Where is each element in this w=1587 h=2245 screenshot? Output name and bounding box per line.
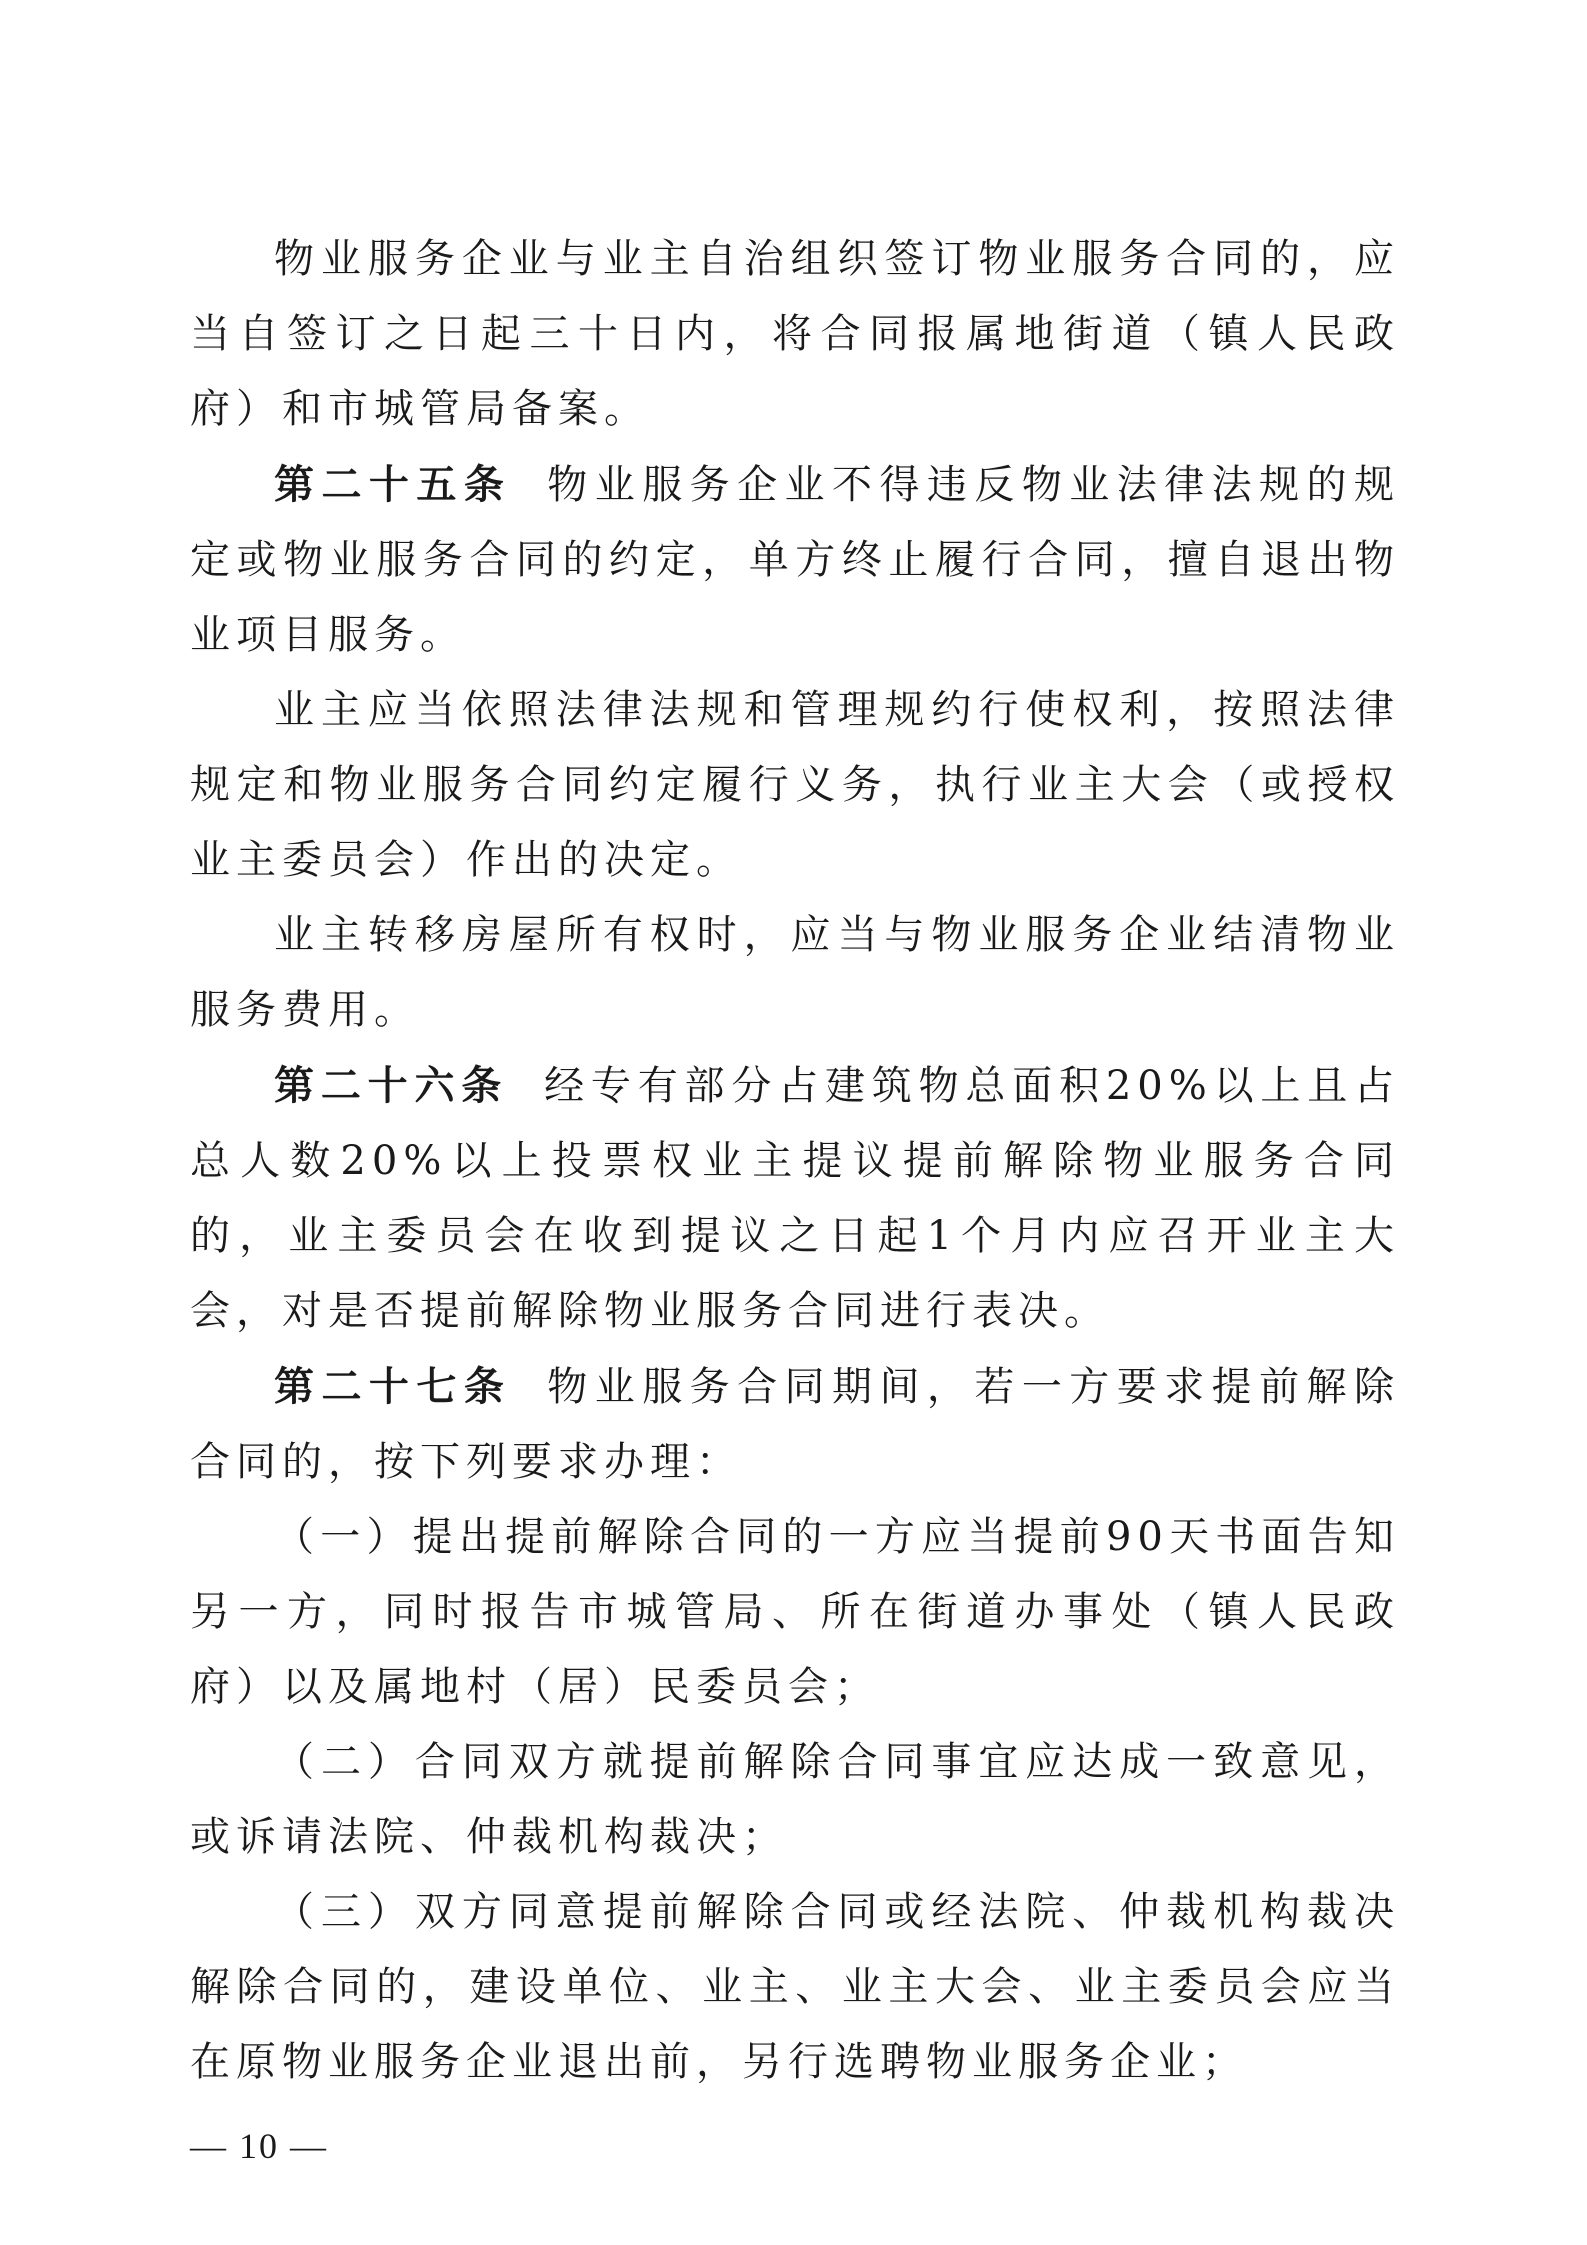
- page-number: — 10 —: [190, 2126, 328, 2166]
- paragraph-text: 物业服务企业与业主自治组织签订物业服务合同的，应当自签订之日起三十日内，将合同报属地街道（镇人民政府）和市城管局备案。: [190, 236, 1400, 432]
- paragraph-text: 业主应当依照法律法规和管理规约行使权利，按照法律规定和物业服务合同约定履行义务，执行业主大会（或授权业主委员会）作出的决定。: [190, 687, 1400, 883]
- paragraph-item-2: [190, 1725, 1400, 1875]
- article-heading: 第二十五条: [274, 461, 512, 508]
- document-body: [190, 222, 1400, 2100]
- paragraph-article-27: [190, 1349, 1400, 1500]
- paragraph-article-25: [190, 447, 1400, 673]
- paragraph-text: （三）双方同意提前解除合同或经法院、仲裁机构裁决解除合同的，建设单位、业主、业主大会、业主委员会应当在原物业服务企业退出前，另行选聘物业服务企业；: [190, 1889, 1400, 2085]
- paragraph-text: 物业服务企业不得违反物业法律法规的规定或物业服务合同的约定，单方终止履行合同，擅自退出物业项目服务。: [190, 462, 1401, 658]
- paragraph-text: （一）提出提前解除合同的一方应当提前90天书面告知另一方，同时报告市城管局、所在街道办事处（镇人民政府）以及属地村（居）民委员会；: [190, 1514, 1400, 1710]
- article-heading: 第二十六条: [274, 1062, 509, 1109]
- paragraph-owner-duties: [190, 673, 1400, 898]
- article-heading: 第二十七条: [274, 1363, 512, 1410]
- paragraph-filing: [190, 222, 1400, 447]
- paragraph-text: （二）合同双方就提前解除合同事宜应达成一致意见，或诉请法院、仲裁机构裁决；: [190, 1739, 1400, 1860]
- paragraph-article-26: [190, 1048, 1400, 1349]
- paragraph-text: 经专有部分占建筑物总面积20%以上且占总人数20%以上投票权业主提议提前解除物业服务合同的，业主委员会在收到提议之日起1个月内应召开业主大会，对是否提前解除物业服务合同进行表决。: [190, 1063, 1401, 1334]
- paragraph-text: 物业服务合同期间，若一方要求提前解除合同的，按下列要求办理：: [190, 1364, 1401, 1485]
- paragraph-ownership-transfer: [190, 898, 1400, 1048]
- paragraph-item-1: [190, 1500, 1400, 1725]
- paragraph-item-3: [190, 1875, 1400, 2100]
- paragraph-text: 业主转移房屋所有权时，应当与物业服务企业结清物业服务费用。: [190, 912, 1400, 1033]
